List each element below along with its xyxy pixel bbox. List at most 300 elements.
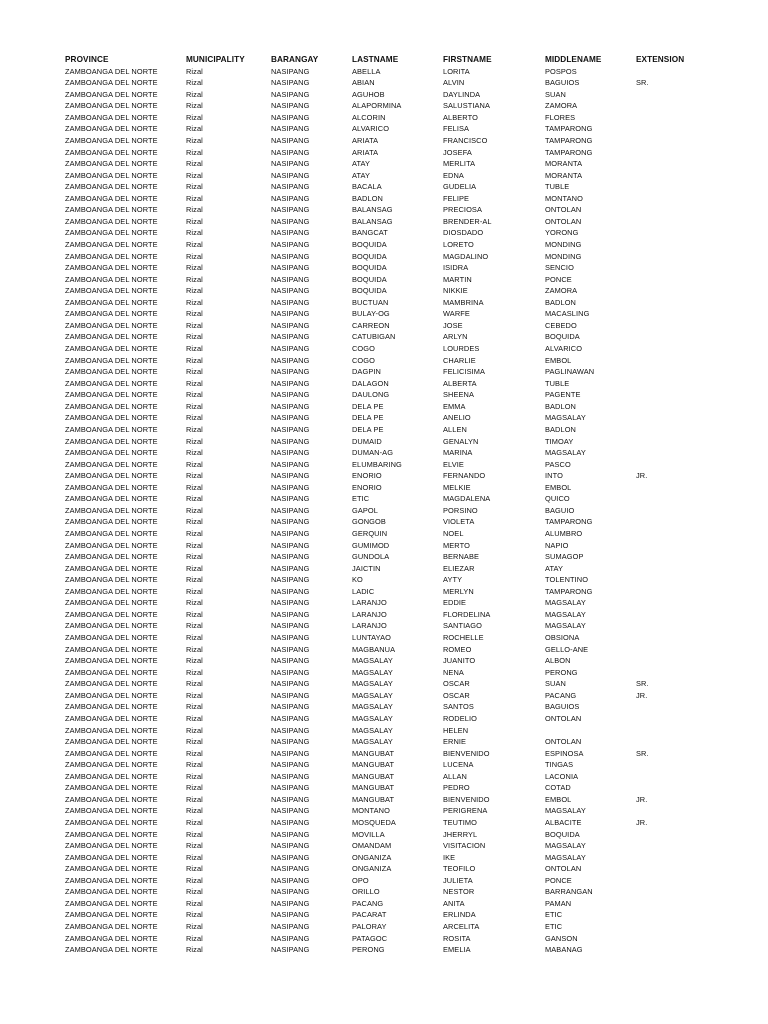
middlename-cell: MACASLING — [545, 309, 590, 319]
barangay-cell: NASIPANG — [271, 725, 310, 735]
province-cell: ZAMBOANGA DEL NORTE — [65, 829, 158, 839]
municipality-cell: Rizal — [186, 320, 203, 330]
firstname-cell: NESTOR — [443, 887, 475, 897]
province-cell: ZAMBOANGA DEL NORTE — [65, 887, 158, 897]
municipality-cell: Rizal — [186, 251, 203, 261]
province-cell: ZAMBOANGA DEL NORTE — [65, 78, 158, 88]
province-cell: ZAMBOANGA DEL NORTE — [65, 89, 158, 99]
municipality-cell: Rizal — [186, 690, 203, 700]
province-cell: ZAMBOANGA DEL NORTE — [65, 459, 158, 469]
middlename-cell: TIMOAY — [545, 436, 574, 446]
middlename-cell: PERONG — [545, 667, 578, 677]
table-header-row — [0, 54, 768, 66]
barangay-cell: NASIPANG — [271, 864, 310, 874]
middlename-cell: MONDING — [545, 251, 582, 261]
lastname-cell: DUMAN-AG — [352, 448, 394, 458]
middlename-cell: GANSON — [545, 933, 578, 943]
lastname-cell: OPO — [352, 875, 369, 885]
table-row — [0, 112, 768, 124]
middlename-cell: ESPINOSA — [545, 748, 584, 758]
middlename-cell: MONTANO — [545, 193, 583, 203]
barangay-cell: NASIPANG — [271, 898, 310, 908]
province-cell: ZAMBOANGA DEL NORTE — [65, 898, 158, 908]
table-row — [0, 447, 768, 459]
barangay-cell: NASIPANG — [271, 401, 310, 411]
municipality-cell: Rizal — [186, 401, 203, 411]
province-cell: ZAMBOANGA DEL NORTE — [65, 251, 158, 261]
middlename-cell: BAGUIOS — [545, 78, 580, 88]
municipality-cell: Rizal — [186, 228, 203, 238]
middlename-cell: PONCE — [545, 274, 572, 284]
middlename-cell: COTAD — [545, 783, 571, 793]
province-cell: ZAMBOANGA DEL NORTE — [65, 609, 158, 619]
lastname-cell: BOQUIDA — [352, 286, 387, 296]
lastname-cell: BADLON — [352, 193, 383, 203]
lastname-cell: MOSQUEDA — [352, 818, 396, 827]
barangay-cell: NASIPANG — [271, 101, 310, 111]
province-cell: ZAMBOANGA DEL NORTE — [65, 575, 158, 585]
municipality-cell: Rizal — [186, 760, 203, 770]
barangay-cell: NASIPANG — [271, 251, 310, 261]
firstname-cell: ARLYN — [443, 332, 468, 342]
lastname-cell: MAGSALAY — [352, 656, 393, 666]
firstname-cell: JOSE — [443, 320, 463, 330]
table-row — [0, 170, 768, 182]
municipality-cell: Rizal — [186, 367, 203, 377]
firstname-cell: OSCAR — [443, 679, 470, 689]
province-cell: ZAMBOANGA DEL NORTE — [65, 286, 158, 296]
lastname-cell: MAGSALAY — [352, 737, 393, 747]
middlename-cell: BADLON — [545, 424, 576, 434]
table-row — [0, 89, 768, 101]
province-cell: ZAMBOANGA DEL NORTE — [65, 794, 158, 804]
province-cell: ZAMBOANGA DEL NORTE — [65, 713, 158, 723]
firstname-cell: BERNABE — [443, 552, 480, 562]
middlename-cell: ALBACITE — [545, 818, 582, 827]
barangay-cell: NASIPANG — [271, 216, 310, 226]
table-row — [0, 782, 768, 794]
barangay-cell: NASIPANG — [271, 540, 310, 550]
middlename-cell: ETIC — [545, 910, 563, 920]
middlename-cell: ATAY — [545, 563, 564, 573]
table-row — [0, 944, 768, 956]
lastname-cell: LADIC — [352, 586, 375, 596]
province-cell: ZAMBOANGA DEL NORTE — [65, 540, 158, 550]
barangay-cell: NASIPANG — [271, 586, 310, 596]
lastname-cell: GUMIMOD — [352, 540, 390, 550]
municipality-cell: Rizal — [186, 667, 203, 677]
municipality-cell: Rizal — [186, 66, 203, 76]
table-row — [0, 424, 768, 436]
middlename-cell: BADLON — [545, 297, 576, 307]
firstname-cell: ALLEN — [443, 424, 467, 434]
table-row — [0, 586, 768, 598]
province-cell: ZAMBOANGA DEL NORTE — [65, 344, 158, 354]
barangay-cell: NASIPANG — [271, 552, 310, 562]
province-cell: ZAMBOANGA DEL NORTE — [65, 240, 158, 249]
municipality-cell: Rizal — [186, 713, 203, 723]
middlename-cell: MABANAG — [545, 945, 583, 955]
lastname-cell: KO — [352, 575, 363, 585]
municipality-cell: Rizal — [186, 413, 203, 423]
municipality-cell: Rizal — [186, 193, 203, 203]
firstname-cell: IKE — [443, 852, 456, 862]
province-cell: ZAMBOANGA DEL NORTE — [65, 598, 158, 608]
barangay-cell: NASIPANG — [271, 933, 310, 943]
header-extension: EXTENSION — [636, 55, 685, 64]
lastname-cell: GUNDOLA — [352, 552, 390, 562]
middlename-cell: BOQUIDA — [545, 829, 580, 839]
table-row — [0, 528, 768, 540]
firstname-cell: MELKIE — [443, 482, 471, 492]
province-cell: ZAMBOANGA DEL NORTE — [65, 424, 158, 434]
middlename-cell: ETIC — [545, 922, 563, 932]
province-cell: ZAMBOANGA DEL NORTE — [65, 737, 158, 747]
table-row — [0, 644, 768, 656]
firstname-cell: ALBERTO — [443, 112, 478, 122]
province-cell: ZAMBOANGA DEL NORTE — [65, 922, 158, 932]
extension-cell: SR. — [636, 748, 649, 758]
municipality-cell: Rizal — [186, 378, 203, 388]
municipality-cell: Rizal — [186, 771, 203, 781]
firstname-cell: ELVIE — [443, 459, 464, 469]
firstname-cell: FELICISIMA — [443, 367, 486, 377]
barangay-cell: NASIPANG — [271, 471, 310, 481]
municipality-cell: Rizal — [186, 344, 203, 354]
table-row — [0, 690, 768, 702]
province-cell: ZAMBOANGA DEL NORTE — [65, 309, 158, 319]
lastname-cell: DELA PE — [352, 401, 384, 411]
firstname-cell: BIENVENIDO — [443, 794, 490, 804]
table-row — [0, 574, 768, 586]
firstname-cell: FRANCISCO — [443, 135, 488, 145]
table-row — [0, 401, 768, 413]
province-cell: ZAMBOANGA DEL NORTE — [65, 818, 158, 827]
table-row — [0, 805, 768, 817]
barangay-cell: NASIPANG — [271, 771, 310, 781]
municipality-cell: Rizal — [186, 89, 203, 99]
municipality-cell: Rizal — [186, 297, 203, 307]
middlename-cell: PACANG — [545, 690, 577, 700]
municipality-cell: Rizal — [186, 205, 203, 215]
province-cell: ZAMBOANGA DEL NORTE — [65, 124, 158, 134]
barangay-cell: NASIPANG — [271, 760, 310, 770]
lastname-cell: PERONG — [352, 945, 385, 955]
firstname-cell: SANTIAGO — [443, 621, 482, 631]
firstname-cell: PERIGRENA — [443, 806, 488, 816]
province-cell: ZAMBOANGA DEL NORTE — [65, 66, 158, 76]
municipality-cell: Rizal — [186, 135, 203, 145]
province-cell: ZAMBOANGA DEL NORTE — [65, 367, 158, 377]
province-cell: ZAMBOANGA DEL NORTE — [65, 320, 158, 330]
lastname-cell: BOQUIDA — [352, 240, 387, 249]
municipality-cell: Rizal — [186, 332, 203, 342]
middlename-cell: PASCO — [545, 459, 571, 469]
municipality-cell: Rizal — [186, 182, 203, 192]
barangay-cell: NASIPANG — [271, 205, 310, 215]
table-row — [0, 736, 768, 748]
municipality-cell: Rizal — [186, 598, 203, 608]
table-row — [0, 759, 768, 771]
municipality-cell: Rizal — [186, 390, 203, 400]
province-cell: ZAMBOANGA DEL NORTE — [65, 771, 158, 781]
barangay-cell: NASIPANG — [271, 644, 310, 654]
table-row — [0, 366, 768, 378]
municipality-cell: Rizal — [186, 540, 203, 550]
province-cell: ZAMBOANGA DEL NORTE — [65, 135, 158, 145]
firstname-cell: JUANITO — [443, 656, 476, 666]
table-row — [0, 227, 768, 239]
table-row — [0, 748, 768, 760]
province-cell: ZAMBOANGA DEL NORTE — [65, 112, 158, 122]
municipality-cell: Rizal — [186, 482, 203, 492]
header-barangay: BARANGAY — [271, 55, 319, 64]
middlename-cell: POSPOS — [545, 66, 577, 76]
barangay-cell: NASIPANG — [271, 378, 310, 388]
province-cell: ZAMBOANGA DEL NORTE — [65, 193, 158, 203]
province-cell: ZAMBOANGA DEL NORTE — [65, 725, 158, 735]
lastname-cell: GERQUIN — [352, 529, 388, 538]
table-row — [0, 909, 768, 921]
middlename-cell: INTO — [545, 471, 563, 481]
table-row — [0, 459, 768, 471]
lastname-cell: ELUMBARING — [352, 459, 402, 469]
lastname-cell: PACANG — [352, 898, 384, 908]
firstname-cell: MAGDALENA — [443, 494, 491, 504]
municipality-cell: Rizal — [186, 737, 203, 747]
firstname-cell: FERNANDO — [443, 471, 486, 481]
firstname-cell: MAGDALINO — [443, 251, 489, 261]
barangay-cell: NASIPANG — [271, 609, 310, 619]
province-cell: ZAMBOANGA DEL NORTE — [65, 933, 158, 943]
middlename-cell: PONCE — [545, 875, 572, 885]
table-row — [0, 389, 768, 401]
header-lastname: LASTNAME — [352, 55, 399, 64]
barangay-cell: NASIPANG — [271, 748, 310, 758]
municipality-cell: Rizal — [186, 240, 203, 249]
middlename-cell: NAPIO — [545, 540, 569, 550]
municipality-cell: Rizal — [186, 829, 203, 839]
firstname-cell: PEDRO — [443, 783, 470, 793]
middlename-cell: BAGUIOS — [545, 702, 580, 712]
barangay-cell: NASIPANG — [271, 159, 310, 169]
barangay-cell: NASIPANG — [271, 667, 310, 677]
firstname-cell: EDDIE — [443, 598, 467, 608]
barangay-cell: NASIPANG — [271, 621, 310, 631]
table-row — [0, 829, 768, 841]
barangay-cell: NASIPANG — [271, 436, 310, 446]
municipality-cell: Rizal — [186, 112, 203, 122]
barangay-cell: NASIPANG — [271, 690, 310, 700]
municipality-cell: Rizal — [186, 818, 203, 827]
firstname-cell: LUCENA — [443, 760, 474, 770]
firstname-cell: CHARLIE — [443, 355, 476, 365]
barangay-cell: NASIPANG — [271, 424, 310, 434]
barangay-cell: NASIPANG — [271, 841, 310, 851]
barangay-cell: NASIPANG — [271, 332, 310, 342]
province-cell: ZAMBOANGA DEL NORTE — [65, 170, 158, 180]
province-cell: ZAMBOANGA DEL NORTE — [65, 563, 158, 573]
lastname-cell: MAGSALAY — [352, 679, 393, 689]
firstname-cell: DAYLINDA — [443, 89, 481, 99]
table-row — [0, 66, 768, 78]
header-province: PROVINCE — [65, 55, 109, 64]
firstname-cell: BIENVENIDO — [443, 748, 490, 758]
middlename-cell: MAGSALAY — [545, 598, 586, 608]
middlename-cell: SUAN — [545, 89, 566, 99]
province-cell: ZAMBOANGA DEL NORTE — [65, 263, 158, 273]
lastname-cell: MANGUBAT — [352, 794, 395, 804]
lastname-cell: BULAY-OG — [352, 309, 390, 319]
table-row — [0, 563, 768, 575]
lastname-cell: DUMAID — [352, 436, 382, 446]
firstname-cell: EMMA — [443, 401, 466, 411]
province-cell: ZAMBOANGA DEL NORTE — [65, 656, 158, 666]
lastname-cell: COGO — [352, 344, 375, 354]
barangay-cell: NASIPANG — [271, 806, 310, 816]
extension-cell: JR. — [636, 794, 648, 804]
firstname-cell: ALBERTA — [443, 378, 477, 388]
firstname-cell: MERLYN — [443, 586, 474, 596]
barangay-cell: NASIPANG — [271, 344, 310, 354]
table-row — [0, 239, 768, 251]
barangay-cell: NASIPANG — [271, 482, 310, 492]
table-row — [0, 771, 768, 783]
middlename-cell: TAMPARONG — [545, 124, 593, 134]
table-row — [0, 493, 768, 505]
middlename-cell: EMBOL — [545, 794, 572, 804]
province-cell: ZAMBOANGA DEL NORTE — [65, 401, 158, 411]
lastname-cell: BACALA — [352, 182, 382, 192]
barangay-cell: NASIPANG — [271, 818, 310, 827]
barangay-cell: NASIPANG — [271, 737, 310, 747]
table-row — [0, 181, 768, 193]
lastname-cell: MAGSALAY — [352, 713, 393, 723]
barangay-cell: NASIPANG — [271, 713, 310, 723]
table-row — [0, 77, 768, 89]
province-cell: ZAMBOANGA DEL NORTE — [65, 864, 158, 874]
lastname-cell: BOQUIDA — [352, 263, 387, 273]
barangay-cell: NASIPANG — [271, 852, 310, 862]
table-row — [0, 285, 768, 297]
province-cell: ZAMBOANGA DEL NORTE — [65, 448, 158, 458]
lastname-cell: DAGPIN — [352, 367, 381, 377]
municipality-cell: Rizal — [186, 563, 203, 573]
barangay-cell: NASIPANG — [271, 112, 310, 122]
middlename-cell: MAGSALAY — [545, 806, 586, 816]
table-row — [0, 331, 768, 343]
lastname-cell: GONGOB — [352, 517, 386, 527]
barangay-cell: NASIPANG — [271, 124, 310, 134]
province-cell: ZAMBOANGA DEL NORTE — [65, 274, 158, 284]
firstname-cell: MARINA — [443, 448, 473, 458]
municipality-cell: Rizal — [186, 159, 203, 169]
firstname-cell: MERLITA — [443, 159, 476, 169]
municipality-cell: Rizal — [186, 448, 203, 458]
municipality-cell: Rizal — [186, 529, 203, 538]
firstname-cell: ROMEO — [443, 644, 472, 654]
middlename-cell: BADLON — [545, 401, 576, 411]
barangay-cell: NASIPANG — [271, 794, 310, 804]
municipality-cell: Rizal — [186, 494, 203, 504]
province-cell: ZAMBOANGA DEL NORTE — [65, 586, 158, 596]
province-cell: ZAMBOANGA DEL NORTE — [65, 101, 158, 111]
header-middlename: MIDDLENAME — [545, 55, 602, 64]
municipality-cell: Rizal — [186, 875, 203, 885]
province-cell: ZAMBOANGA DEL NORTE — [65, 228, 158, 238]
province-cell: ZAMBOANGA DEL NORTE — [65, 332, 158, 342]
table-row — [0, 378, 768, 390]
municipality-cell: Rizal — [186, 78, 203, 88]
firstname-cell: AYTY — [443, 575, 463, 585]
table-row — [0, 875, 768, 887]
middlename-cell: MAGSALAY — [545, 448, 586, 458]
lastname-cell: JAICTIN — [352, 563, 381, 573]
barangay-cell: NASIPANG — [271, 702, 310, 712]
barangay-cell: NASIPANG — [271, 390, 310, 400]
barangay-cell: NASIPANG — [271, 193, 310, 203]
middlename-cell: SUAN — [545, 679, 566, 689]
province-cell: ZAMBOANGA DEL NORTE — [65, 505, 158, 515]
lastname-cell: CARREON — [352, 320, 390, 330]
table-row — [0, 412, 768, 424]
province-cell: ZAMBOANGA DEL NORTE — [65, 621, 158, 631]
lastname-cell: MAGSALAY — [352, 690, 393, 700]
province-cell: ZAMBOANGA DEL NORTE — [65, 517, 158, 527]
municipality-cell: Rizal — [186, 517, 203, 527]
firstname-cell: ANITA — [443, 898, 465, 908]
table-row — [0, 482, 768, 494]
middlename-cell: MAGSALAY — [545, 609, 586, 619]
municipality-cell: Rizal — [186, 898, 203, 908]
middlename-cell: ONTOLAN — [545, 864, 582, 874]
table-row — [0, 123, 768, 135]
firstname-cell: GUDELIA — [443, 182, 477, 192]
middlename-cell: GELLO-ANE — [545, 644, 589, 654]
province-cell: ZAMBOANGA DEL NORTE — [65, 413, 158, 423]
municipality-cell: Rizal — [186, 609, 203, 619]
firstname-cell: MARTIN — [443, 274, 472, 284]
table-row — [0, 204, 768, 216]
table-row — [0, 540, 768, 552]
province-cell: ZAMBOANGA DEL NORTE — [65, 760, 158, 770]
table-row — [0, 308, 768, 320]
barangay-cell: NASIPANG — [271, 783, 310, 793]
firstname-cell: ANELIO — [443, 413, 471, 423]
municipality-cell: Rizal — [186, 124, 203, 134]
firstname-cell: ELIEZAR — [443, 563, 475, 573]
lastname-cell: MONTANO — [352, 806, 390, 816]
municipality-cell: Rizal — [186, 679, 203, 689]
table-row — [0, 274, 768, 286]
municipality-cell: Rizal — [186, 286, 203, 296]
municipality-cell: Rizal — [186, 621, 203, 631]
table-row — [0, 713, 768, 725]
lastname-cell: DALAGON — [352, 378, 389, 388]
firstname-cell: DIOSDADO — [443, 228, 484, 238]
municipality-cell: Rizal — [186, 274, 203, 284]
municipality-cell: Rizal — [186, 644, 203, 654]
header-firstname: FIRSTNAME — [443, 55, 492, 64]
barangay-cell: NASIPANG — [271, 563, 310, 573]
table-row — [0, 320, 768, 332]
firstname-cell: ROSITA — [443, 933, 471, 943]
firstname-cell: TEOFILO — [443, 864, 476, 874]
lastname-cell: ETIC — [352, 494, 370, 504]
barangay-cell: NASIPANG — [271, 263, 310, 273]
firstname-cell: JULIETA — [443, 875, 473, 885]
firstname-cell: PRECIOSA — [443, 205, 482, 215]
